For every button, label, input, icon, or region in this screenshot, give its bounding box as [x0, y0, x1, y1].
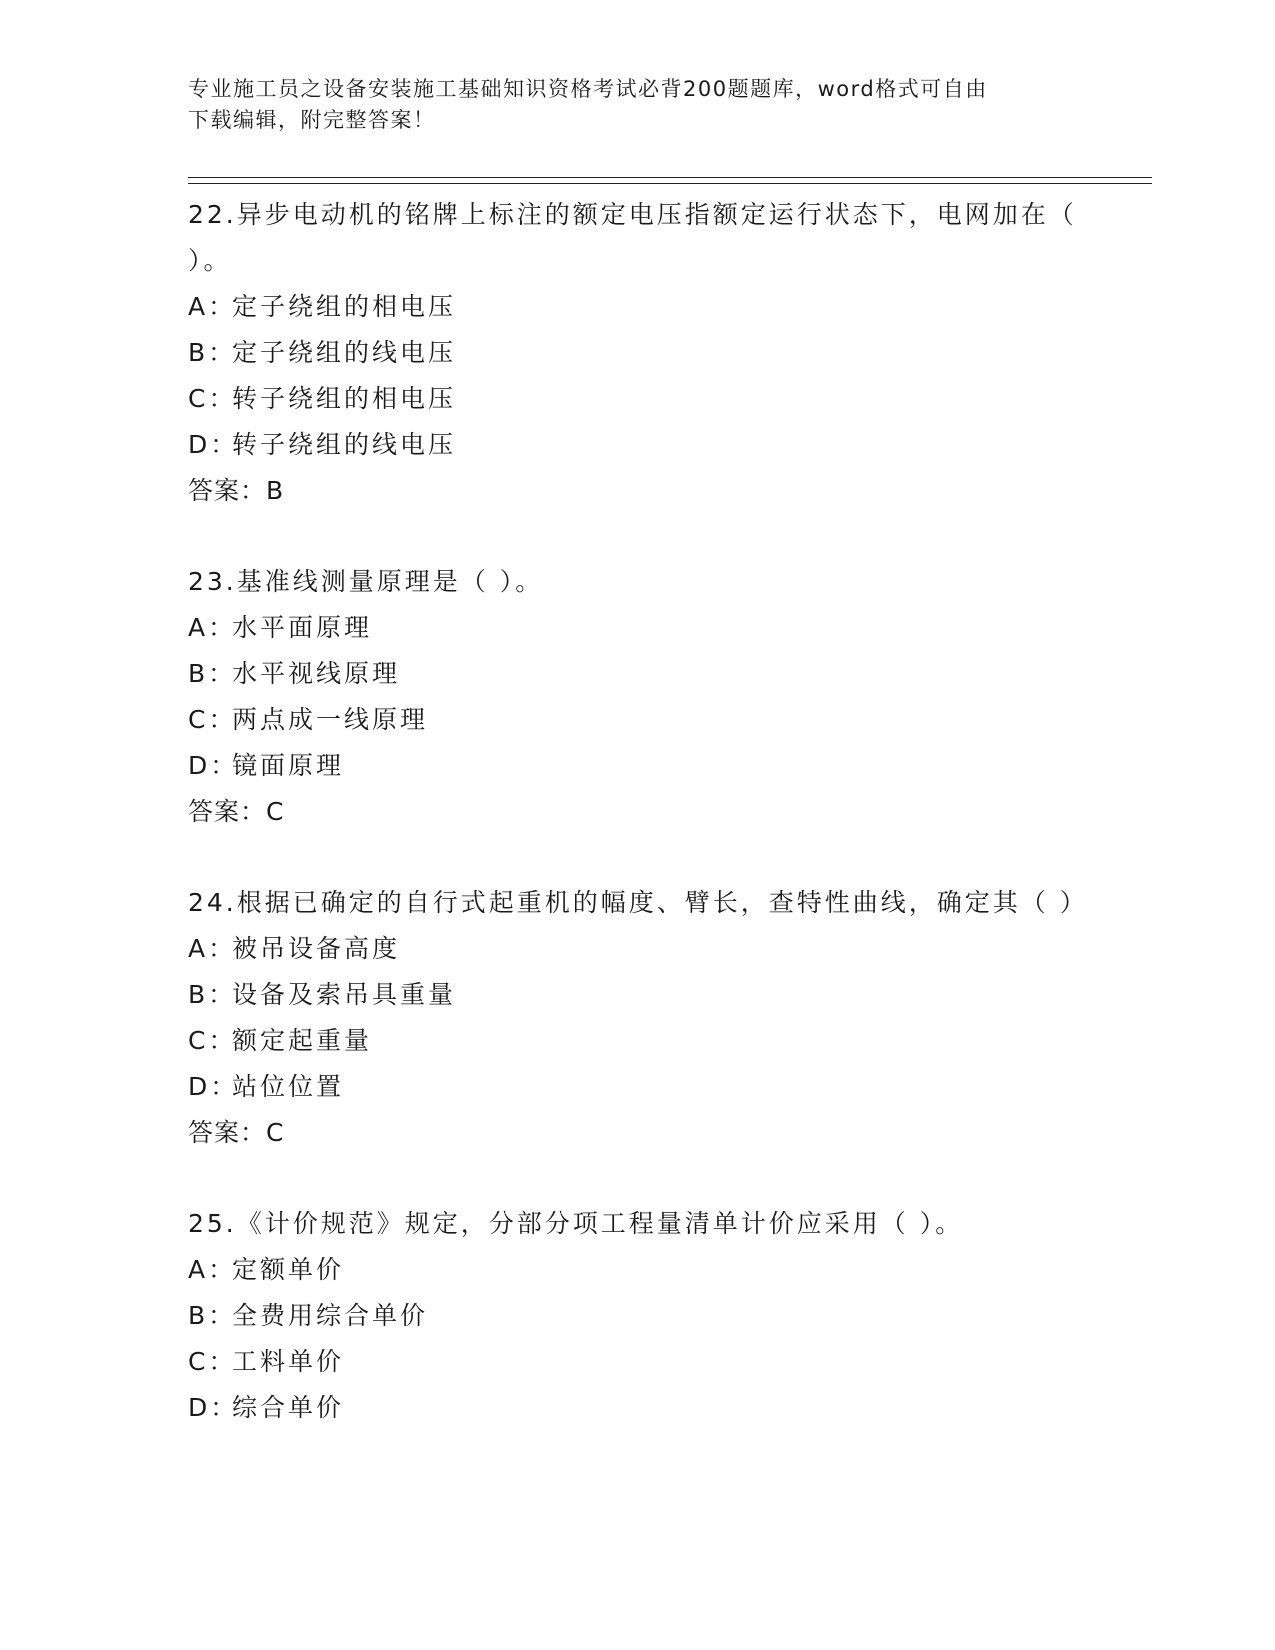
option-text: 镜面原理	[232, 751, 345, 780]
answer-line: 答案：B	[188, 476, 285, 505]
option-key: D：	[188, 1393, 239, 1422]
option-key: A：	[188, 1255, 237, 1284]
option-b	[188, 972, 1088, 1018]
option-c	[188, 376, 1088, 422]
option-text: 被吊设备高度	[232, 934, 401, 963]
option-text: 设备及索吊具重量	[232, 980, 457, 1009]
option-text: 定子绕组的线电压	[232, 338, 457, 367]
option-c	[188, 1339, 1088, 1385]
question-stem: 22.异步电动机的铭牌上标注的额定电压指额定运行状态下，电网加在（ ）。	[188, 200, 1077, 275]
option-key: A：	[188, 613, 237, 642]
option-text: 全费用综合单价	[232, 1301, 429, 1330]
option-key: C：	[188, 705, 237, 734]
document-header	[188, 74, 1068, 136]
option-key: D：	[188, 430, 239, 459]
option-key: D：	[188, 751, 239, 780]
option-text: 转子绕组的线电压	[232, 430, 457, 459]
question-24	[188, 880, 1088, 1156]
option-c	[188, 1018, 1088, 1064]
option-key: B：	[188, 338, 237, 367]
option-c	[188, 697, 1088, 743]
option-b	[188, 651, 1088, 697]
header-line-2: 下载编辑，附完整答案！	[188, 108, 436, 132]
question-22	[188, 192, 1088, 514]
question-25	[188, 1201, 1088, 1431]
option-text: 定额单价	[232, 1255, 345, 1284]
option-text: 综合单价	[232, 1393, 345, 1422]
option-key: B：	[188, 1301, 237, 1330]
option-d	[188, 1385, 1088, 1431]
option-text: 水平视线原理	[232, 659, 401, 688]
option-key: B：	[188, 980, 237, 1009]
option-key: D：	[188, 1072, 239, 1101]
option-b	[188, 330, 1088, 376]
option-text: 水平面原理	[232, 613, 373, 642]
option-text: 额定起重量	[232, 1026, 373, 1055]
option-d	[188, 743, 1088, 789]
option-text: 工料单价	[232, 1347, 345, 1376]
option-key: B：	[188, 659, 237, 688]
option-key: A：	[188, 934, 237, 963]
option-d	[188, 1064, 1088, 1110]
header-divider-top	[188, 177, 1152, 178]
option-a	[188, 605, 1088, 651]
option-text: 站位位置	[232, 1072, 345, 1101]
header-line-1: 专业施工员之设备安装施工基础知识资格考试必背200题题库，word格式可自由	[188, 77, 988, 101]
answer-line: 答案：C	[188, 797, 285, 826]
option-b	[188, 1293, 1088, 1339]
option-key: C：	[188, 1026, 237, 1055]
option-text: 转子绕组的相电压	[232, 384, 457, 413]
option-text: 两点成一线原理	[232, 705, 429, 734]
question-stem: 23.基准线测量原理是（ ）。	[188, 567, 544, 596]
option-key: A：	[188, 292, 237, 321]
question-stem: 24.根据已确定的自行式起重机的幅度、臂长，查特性曲线，确定其（ ）	[188, 888, 1088, 917]
option-a	[188, 284, 1088, 330]
answer-line: 答案：C	[188, 1118, 285, 1147]
option-a	[188, 1247, 1088, 1293]
question-stem: 25.《计价规范》规定，分部分项工程量清单计价应采用（ ）。	[188, 1209, 964, 1238]
option-text: 定子绕组的相电压	[232, 292, 457, 321]
option-key: C：	[188, 1347, 237, 1376]
header-divider-bottom	[188, 183, 1152, 184]
option-key: C：	[188, 384, 237, 413]
option-d	[188, 422, 1088, 468]
option-a	[188, 926, 1088, 972]
question-23	[188, 559, 1088, 835]
question-list	[188, 192, 1088, 1476]
